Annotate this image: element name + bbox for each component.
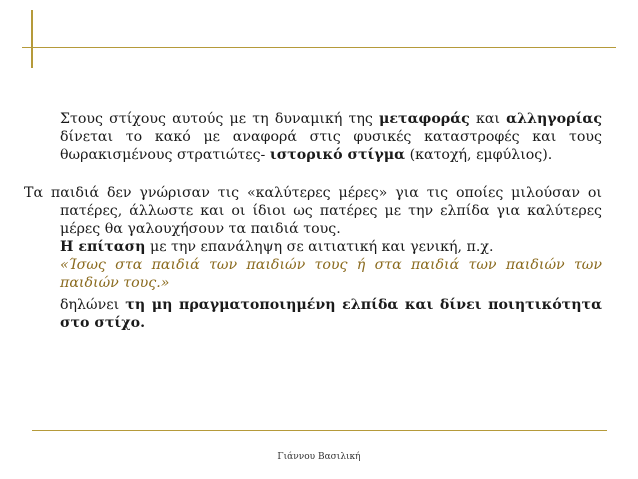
frame-bottom-line	[32, 430, 607, 431]
bold-metaphor: μεταφοράς	[379, 111, 470, 127]
text: με την επανάληψη σε αιτιατική και γενική, π.χ.	[145, 239, 494, 255]
slide-content	[24, 110, 602, 332]
text: δηλώνει	[60, 297, 126, 313]
bold-historical-mark: ιστορικό στίγμα	[269, 147, 406, 163]
text: και	[469, 111, 507, 127]
text: Τα παιδιά δεν γνώρισαν τις «καλύτερες μέρες» για τις οποίες μιλούσαν οι πατέρες, άλλωστε και οι ίδιοι ως πατέρες με την ελπίδα για καλύτερες μέρες θα γαλουχήσουν τα παιδιά τους.	[24, 185, 602, 237]
frame-top-line	[22, 47, 616, 48]
paragraph-intensification	[60, 238, 602, 256]
frame-vertical-line	[31, 10, 33, 68]
text: Στους στίχους αυτούς με τη δυναμική της	[60, 111, 380, 127]
text: δίνεται το κακό με αναφορά στις φυσικές καταστροφές και τους θωρακισμένους στρατιώτες-	[60, 129, 602, 163]
quote-verse: «Ίσως στα παιδιά των παιδιών τους ή στα παιδιά των παιδιών των παιδιών τους.»	[60, 257, 602, 291]
bold-allegory: αλληγορίας	[506, 111, 602, 127]
paragraph-children	[24, 184, 602, 238]
bold-unfulfilled-hope: τη μη πραγματοποιημένη ελπίδα και δίνει ποιητικότητα στο στίχο.	[60, 297, 602, 331]
text: (κατοχή, εμφύλιος).	[405, 147, 553, 163]
spacer	[24, 164, 602, 184]
bold-intensification: Η επίταση	[60, 239, 146, 255]
footer-author: Γιάννου Βασιλική	[277, 452, 361, 462]
paragraph-metaphor	[60, 110, 602, 164]
paragraph-hope	[60, 296, 602, 332]
